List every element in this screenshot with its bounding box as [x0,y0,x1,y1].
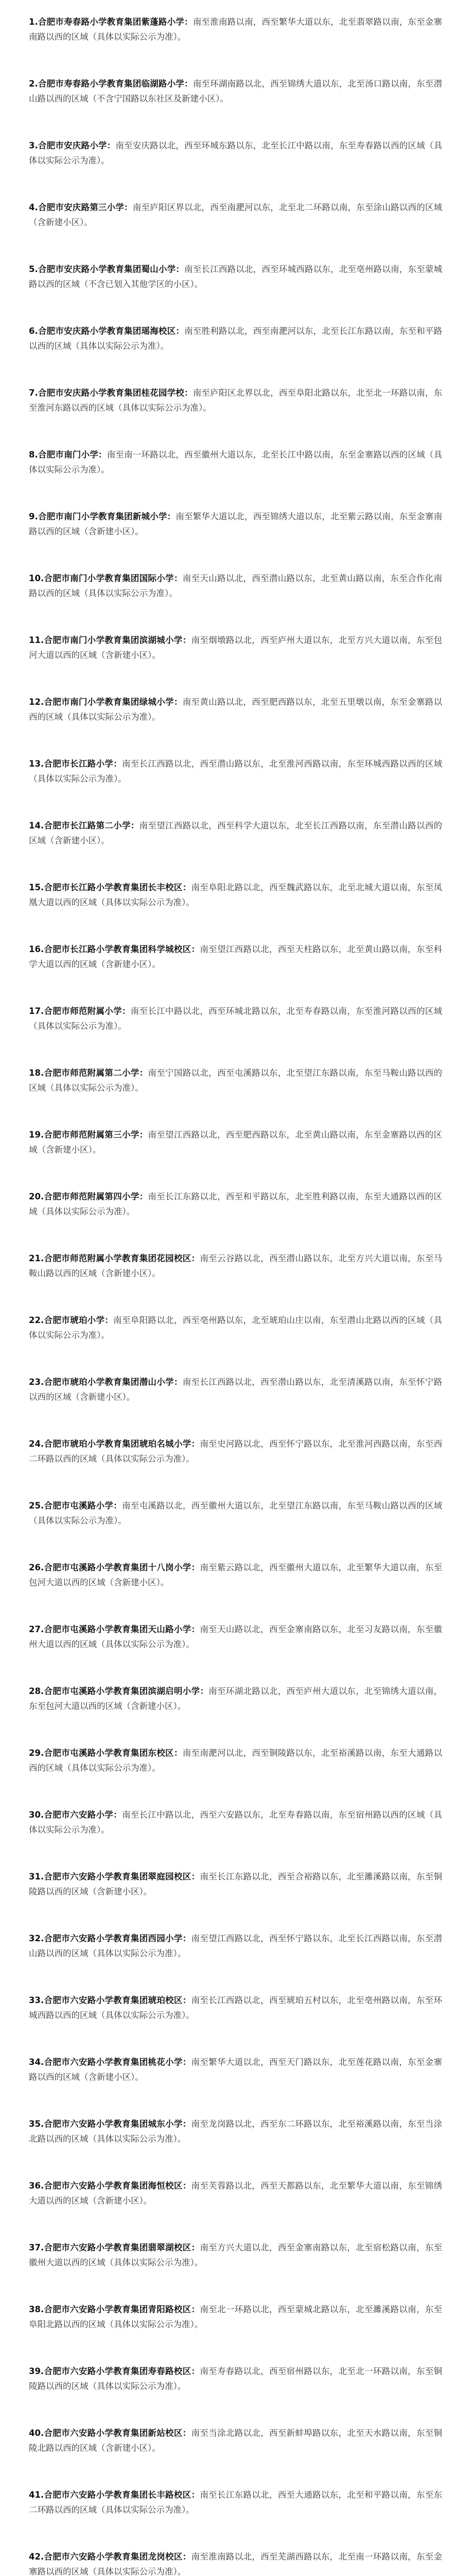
school-name: 9.合肥市南门小学教育集团新城小学： [29,512,176,521]
district-entry [29,880,442,942]
district-description: 南至南一环路以北，西至徽州大道以东，北至长江中路以南，东至金寨路以西的区域（具体以实际公示为准）。 [29,450,442,474]
district-entry [29,2240,442,2302]
district-description: 南至阜阳北路以北，西至魏武路以东，北至北城大道以南，东至凤凰大道以西的区域（具体以实际公示为准）。 [29,883,442,907]
district-entry [29,1127,442,1189]
school-name: 11.合肥市南门小学教育集团滨湖城小学： [29,635,191,645]
district-description: 南至繁华大道以北，西至天门路以东，北至莲花路以南，东至金寨路以西的区域（含新建小区）。 [29,2057,442,2082]
district-description: 南至长江东路以北，西至和平路以东，北至胜利路以南，东至大通路以西的区域（具体以实际公示为准）。 [29,1192,442,1216]
district-entry [29,1684,442,1745]
district-description: 南至胜利路以北，西至南淝河以东，北至长江东路以南，东至和平路以西的区域（具体以实际公示为准）。 [29,326,442,351]
district-description: 南至天山路以北，西至金寨南路以东，北至习友路以南，东至徽州大道以西的区域（具体以实际公示为准）。 [29,1624,442,1649]
district-entry [29,200,442,262]
district-entry [29,2549,442,2576]
school-name: 35.合肥市六安路小学教育集团城东小学： [29,2119,191,2129]
district-description: 南至安庆路以北，西至环城东路以东，北至长江中路以南，东至寿春路以西的区域（具体以实际公示为准）。 [29,141,442,165]
school-name: 36.合肥市六安路小学教育集团海恒校区： [29,2181,191,2191]
school-name: 15.合肥市长江路小学教育集团长丰校区： [29,883,191,892]
district-description: 南至龙岗路以北，西至东二环路以东，北至裕溪路以南，东至当涂北路以西的区域（具体以实际公示为准）。 [29,2119,442,2144]
school-name: 25.合肥市屯溪路小学： [29,1501,122,1511]
district-description: 南至南淝河以北，西至铜陵路以东，北至裕溪路以南，东至大通路以西的区域（具体以实际公示为准）。 [29,1748,442,1773]
district-description: 南至望江西路以北，西至肥西路以东，北至黄山路以南，东至金寨路以西的区域（含新建小区）。 [29,1130,442,1155]
district-entry [29,385,442,447]
district-description: 南至黄山路以北，西至肥西路以东，北至五里墩以南，东至金寨路以西的区域（具体以实际公示为准）。 [29,697,442,722]
district-entry [29,447,442,509]
district-description: 南至长江东路以北，西至合裕路以东，北至濉溪路以南，东至铜陵路以西的区域（含新建小区）。 [29,1872,442,1896]
district-entry [29,1931,442,1993]
district-entry [29,1189,442,1251]
school-name: 38.合肥市六安路小学教育集团青阳路校区： [29,2304,200,2314]
school-name: 3.合肥市安庆路小学： [29,141,116,150]
district-entry [29,756,442,818]
district-description: 南至淮南路以北，西至芜湖西路以东，北至南一环路以南，东至金寨路以西的区域（具体以实际公示为准）。 [29,2552,442,2576]
school-name: 2.合肥市寿春路小学教育集团临湖路小学： [29,79,193,89]
school-name: 8.合肥市南门小学： [29,450,107,460]
district-entry [29,2116,442,2178]
school-name: 19.合肥市师范附属第三小学： [29,1130,148,1140]
district-description: 南至宁国路以北，西至屯溪路以东，北至望江东路以南，东至马鞍山路以西的区域（具体以实际公示为准）。 [29,1068,442,1093]
district-description: 南至庐阳区北界以北，西至阜阳北路以东，北至北一环路以南，东至淮河东路以西的区域（具体以实际公示为准）。 [29,388,442,413]
school-name: 24.合肥市琥珀小学教育集团琥珀名城小学： [29,1439,200,1449]
district-entry [29,76,442,138]
school-name: 23.合肥市琥珀小学教育集团潜山小学： [29,1377,183,1387]
district-entry [29,571,442,633]
district-entry [29,1436,442,1498]
district-entry [29,2055,442,2116]
district-description: 南至芙蓉路以北，西至天都路以东，北至繁华大道以南，东至锦绣大道以西的区域（含新建小区）。 [29,2181,442,2206]
school-name: 17.合肥市师范附属小学： [29,1006,131,1016]
district-description: 南至环湖南路以北，西至锦绣大道以东，北至汤口路以南，东至潜山路以西的区域（不含宁国路以东社区及新建小区）。 [29,79,442,104]
district-entry [29,262,442,324]
school-name: 27.合肥市屯溪路小学教育集团天山路小学： [29,1624,200,1634]
district-entry [29,2364,442,2426]
school-name: 1.合肥市寿春路小学教育集团紫蓬路小学： [29,17,193,27]
district-entry [29,1745,442,1807]
district-entry [29,1251,442,1313]
district-description: 南至长江西路以北，西至环城西路以东，北至亳州路以南，东至蒙城路以西的区域（不含已划入其他学区的小区）。 [29,264,442,289]
district-entry [29,818,442,880]
school-name: 42.合肥市六安路小学教育集团龙岗校区： [29,2552,191,2562]
district-description: 南至屯溪路以北，西至徽州大道以东，北至望江东路以南，东至马鞍山路以西的区域（具体以实际公示为准）。 [29,1501,442,1526]
district-description: 南至淮南路以南，西至繁华大道以东，北至翡翠路以南，东至金寨南路以西的区域（具体以实际公示为准）。 [29,17,442,42]
district-entry [29,1313,442,1375]
district-description: 南至当涂北路以北，西至新蚌埠路以东，北至天水路以南，东至铜陵北路以西的区域（含新建小区）。 [29,2428,442,2453]
district-entry [29,1375,442,1436]
district-entry [29,1560,442,1622]
district-description: 南至长江西路以北，西至潜山路以东，北至清溪路以南，东至怀宁路以西的区域（含新建小区）。 [29,1377,442,1402]
school-name: 31.合肥市六安路小学教育集团翠庭园校区： [29,1872,200,1882]
district-entry [29,633,442,694]
district-entry [29,1004,442,1065]
district-entry [29,1993,442,2055]
school-name: 34.合肥市六安路小学教育集团桃花小学： [29,2057,191,2067]
district-description: 南至长江中路以北，西至六安路以东，北至寿春路以南，东至宿州路以西的区域（具体以实际公示为准）。 [29,1810,442,1835]
school-name: 39.合肥市六安路小学教育集团寿春路校区： [29,2366,200,2376]
school-name: 30.合肥市六安路小学： [29,1810,122,1820]
school-name: 41.合肥市六安路小学教育集团长丰路校区： [29,2490,200,2500]
school-name: 29.合肥市屯溪路小学教育集团东校区： [29,1748,183,1758]
district-entry [29,694,442,756]
district-entry [29,2487,442,2549]
district-description: 南至长江西路以北，西至琥珀五村以东，北至亳州路以南，东至环城西路以西的区域（具体以实际公示为准）。 [29,1995,442,2020]
district-entry [29,14,442,76]
district-description: 南至烟墩路以北，西至庐州大道以东，北至方兴大道以南，东至包河大道以西的区域（含新建小区）。 [29,635,442,660]
school-name: 16.合肥市长江路小学教育集团科学城校区： [29,944,200,954]
school-name: 18.合肥市师范附属第二小学： [29,1068,148,1078]
district-entry [29,942,442,1004]
district-entry [29,324,442,385]
school-name: 14.合肥市长江路第二小学： [29,821,139,831]
school-name: 28.合肥市屯溪路小学教育集团滨湖启明小学： [29,1686,209,1696]
district-description: 南至环湖北路以北，西至庐州大道以东，北至锦绣大道以南，东至包河大道以西的区域（含新建小区）。 [29,1686,442,1711]
school-name: 26.合肥市屯溪路小学教育集团十八岗小学： [29,1563,200,1572]
district-entry [29,509,442,571]
district-description: 南至紫云路以北，西至徽州大道以东，北至繁华大道以南，东至包河大道以西的区域（含新建小区）。 [29,1563,442,1587]
district-entry [29,2178,442,2240]
district-description: 南至阜阳路以北，西至亳州路以东，北至琥珀山庄以南，东至潜山北路以西的区域（具体以实际公示为准）。 [29,1315,442,1340]
school-name: 10.合肥市南门小学教育集团国际小学： [29,573,183,583]
district-entry [29,1622,442,1684]
school-name: 32.合肥市六安路小学教育集团西园小学： [29,1934,191,1943]
district-entry [29,1498,442,1560]
school-name: 33.合肥市六安路小学教育集团琥珀校区： [29,1995,191,2005]
district-description: 南至天山路以北，西至潜山路以东，北至黄山路以南，东至合作化南路以西的区域（具体以实际公示为准）。 [29,573,442,598]
district-description: 南至史河路以北，西至怀宁路以东，北至淮河西路以南，东至西二环路以西的区域（具体以实际公示为准）。 [29,1439,442,1464]
district-description: 南至寿春路以北，西至宿州路以东，北至北一环路以南，东至铜陵路以西的区域（具体以实际公示为准）。 [29,2366,442,2391]
district-description: 南至望江西路以北，西至怀宁路以东，北至长江西路以南，东至潜山路以西的区域（具体以实际公示为准）。 [29,1934,442,1958]
district-description: 南至望江西路以北，西至天柱路以东，北至黄山路以南，东至科学大道以西的区域（含新建小区）。 [29,944,442,969]
district-description: 南至繁华大道以北，西至锦绣大道以东，北至紫云路以南，东至金寨南路以西的区域（含新建小区）。 [29,512,442,536]
district-entry [29,138,442,200]
district-description: 南至长江西路以北，西至潜山路以东，北至淮河西路以南，东至环城西路以西的区域（具体以实际公示为准）。 [29,759,442,784]
district-description: 南至云谷路以北，西至潜山路以东，北至方兴大道以南，东至马鞍山路以西的区域（含新建小区）。 [29,1253,442,1278]
district-description: 南至长江中路以北，西至环城北路以东，北至寿春路以南，东至淮河路以西的区域（具体以实际公示为准）。 [29,1006,442,1031]
district-description: 南至北一环路以北，西至蒙城北路以东，北至濉溪路以南，东至阜阳北路以西的区域（具体以实际公示为准）。 [29,2304,442,2329]
district-description: 南至长江东路以北，西至大通路以东，北至和平路以南，东至东二环路以西的区域（具体以实际公示为准）。 [29,2490,442,2515]
school-name: 6.合肥市安庆路小学教育集团瑶海校区： [29,326,184,336]
school-name: 40.合肥市六安路小学教育集团新站校区： [29,2428,191,2438]
school-name: 22.合肥市琥珀小学： [29,1315,114,1325]
district-entry [29,1869,442,1931]
district-entry [29,1807,442,1869]
school-name: 12.合肥市南门小学教育集团绿城小学： [29,697,183,707]
school-name: 37.合肥市六安路小学教育集团翡翠湖校区： [29,2243,200,2252]
school-name: 20.合肥市师范附属第四小学： [29,1192,148,1201]
district-description: 南至庐阳区界以北，西至南淝河以东，北至北二环路以南，东至涂山路以西的区域（含新建小区）。 [29,202,442,227]
district-description: 南至望江西路以北，西至科学大道以东，北至长江西路以南，东至潜山路以西的区域（含新建小区）。 [29,821,442,845]
school-name: 4.合肥市安庆路第三小学： [29,202,133,212]
district-entry [29,1065,442,1127]
school-district-list [29,14,442,2576]
district-entry [29,2302,442,2364]
school-name: 7.合肥市安庆路小学教育集团桂花园学校： [29,388,193,398]
school-name: 13.合肥市长江路小学： [29,759,122,769]
district-description: 南至方兴大道以北，西至金寨南路以东，北至宿松路以南，东至徽州大道以西的区域（具体以实际公示为准）。 [29,2243,442,2267]
school-name: 21.合肥市师范附属小学教育集团花园校区： [29,1253,200,1263]
school-name: 5.合肥市安庆路小学教育集团蜀山小学： [29,264,184,274]
district-entry [29,2426,442,2487]
